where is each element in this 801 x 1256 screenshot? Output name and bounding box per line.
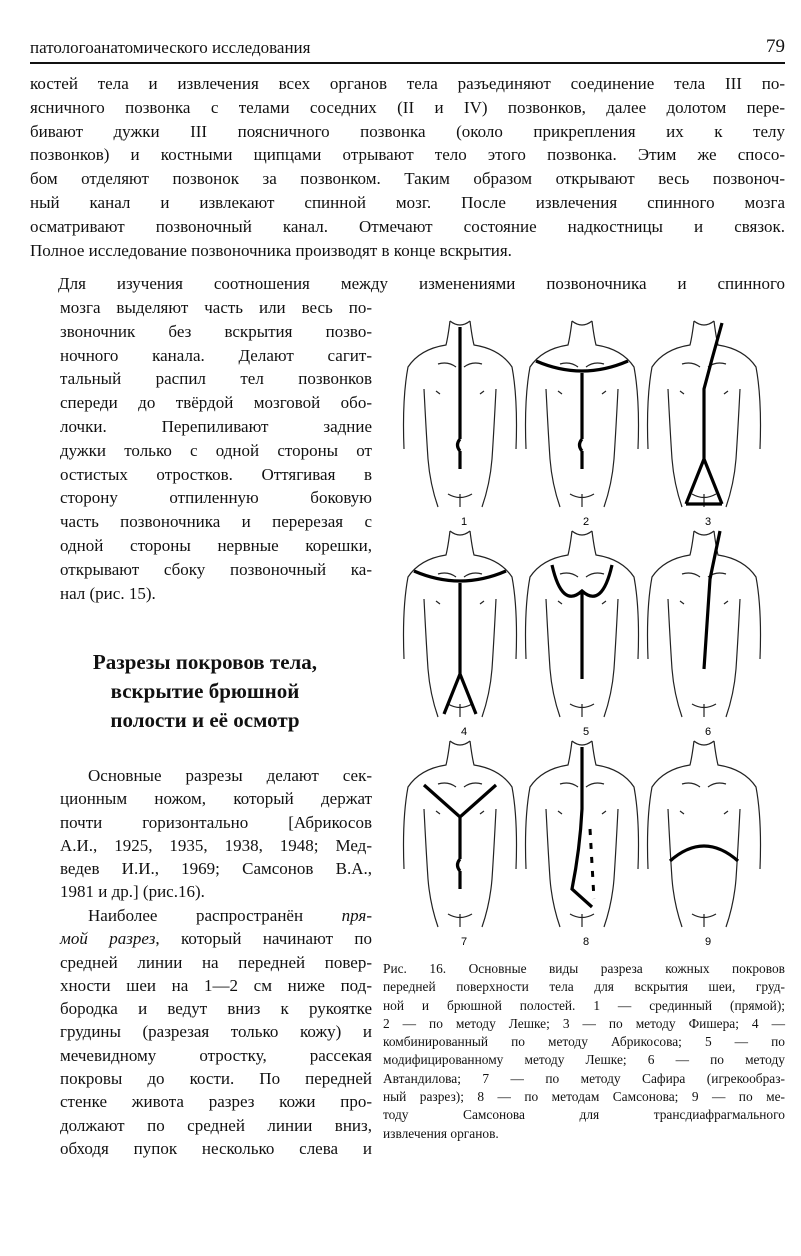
torso-diagram-4 xyxy=(404,531,517,738)
torso-diagram-5 xyxy=(526,531,639,738)
text-line: звоночник без вскрытия позво- xyxy=(60,321,372,341)
paragraph-2-first-line xyxy=(30,272,785,296)
figure-label: 7 xyxy=(460,936,468,948)
header-rule xyxy=(30,62,785,64)
figure-label: 1 xyxy=(460,516,468,528)
paragraph-1 xyxy=(30,72,785,262)
torso-diagram-2 xyxy=(526,321,639,528)
text-line: осматривают позвоночный канал. Отмечают состояние надкостницы и связок. xyxy=(30,216,785,236)
torso-diagram-8 xyxy=(526,741,639,948)
text-line: тоду Самсонова для трансдиафрагмального xyxy=(383,1107,785,1123)
text-line: ночного канала. Делают сагит- xyxy=(60,345,372,365)
text-line xyxy=(60,904,372,927)
dashed-incision-line xyxy=(590,829,594,899)
text-segment: хности шеи на 1—2 см ниже под- xyxy=(60,975,372,995)
text-line: Основные разрезы делают сек- xyxy=(88,766,372,785)
text-line: бом отделяют позвонок за позвонком. Таким образом открывают весь позвоноч- xyxy=(30,169,785,189)
text-line: открывают сбоку позвоночный ка- xyxy=(60,559,372,579)
paragraph-3 xyxy=(60,764,372,904)
text-line: одной стороны нервные корешки, xyxy=(60,535,372,555)
text-line: Для изучения соотношения между изменениями позвоночника и спинного xyxy=(58,274,785,293)
torso-diagram-9 xyxy=(648,741,761,948)
text-line xyxy=(60,1114,372,1137)
text-line: 2 — по методу Лешке; 3 — по методу Фишера; 4 — xyxy=(383,1015,785,1031)
torso-diagram-6 xyxy=(648,531,761,738)
text-line xyxy=(60,927,372,950)
incision-line xyxy=(572,747,592,907)
incision-line xyxy=(458,327,461,469)
text-line: Рис. 16. Основные виды разреза кожных покровов xyxy=(383,961,785,976)
text-line: 1981 и др.] (рис.16). xyxy=(60,882,205,902)
text-line xyxy=(60,1044,372,1067)
text-line xyxy=(60,974,372,997)
text-segment: обходя пупок несколько слева и xyxy=(60,1138,372,1158)
figure-label: 9 xyxy=(704,936,712,948)
text-segment: , который начинают по xyxy=(155,929,373,949)
text-segment: средней линии на передней повер- xyxy=(60,952,372,972)
torso-diagram-1 xyxy=(404,321,517,528)
text-segment: должают по средней линии вниз, xyxy=(60,1115,372,1135)
torso-outline xyxy=(648,531,761,717)
text-line: позвонков) и костными щипцами отрывают тело этого позвонка. Этим же спосо- xyxy=(30,145,785,165)
figure-label: 3 xyxy=(704,516,712,528)
text-line: комбинированный по методу Абрикосова; 5 — по xyxy=(383,1034,785,1050)
text-line: ной и брюшной полостей. 1 — срединный (прямой); xyxy=(383,997,785,1013)
section-heading-line: полости и её осмотр xyxy=(110,708,300,732)
text-line xyxy=(60,1067,372,1090)
text-line: Полное исследование позвоночника производят в конце вскрытия. xyxy=(30,240,512,260)
text-line xyxy=(60,997,372,1020)
text-line: остистых отростков. Оттягивая в xyxy=(60,464,372,484)
text-line: нал (рис. 15). xyxy=(60,583,156,603)
figure-caption xyxy=(383,960,785,1143)
paragraph-2 xyxy=(60,296,372,605)
text-line: спереди до твёрдой мозговой обо- xyxy=(60,393,372,413)
torso-diagram-3 xyxy=(648,321,761,528)
torso-diagram-7 xyxy=(404,741,517,948)
text-line: ный разрез); 8 — по методам Самсонова; 9 — по ме- xyxy=(383,1089,785,1105)
text-segment: Наиболее распространён xyxy=(88,906,342,925)
incision-line xyxy=(686,323,722,504)
text-line: ный канал и извлекают спинной мозг. После извлечения спинного мозга xyxy=(30,192,785,212)
text-segment: грудины (разрезая только кожу) и xyxy=(60,1022,372,1042)
incision-line xyxy=(424,785,496,889)
text-line xyxy=(60,1020,372,1043)
text-line: извлечения органов. xyxy=(383,1125,499,1141)
text-line xyxy=(60,1137,372,1160)
text-line: Автандилова; 7 — по методу Сафира (игрекообраз- xyxy=(383,1070,785,1086)
torso-outline xyxy=(648,741,761,927)
text-line xyxy=(60,1090,372,1113)
text-line: ционным ножом, который держат xyxy=(60,789,372,809)
section-heading-line: Разрезы покровов тела, xyxy=(92,650,318,674)
text-segment: стенке живота разрез кожи про- xyxy=(60,1092,372,1112)
text-line: дужки только с одной стороны от xyxy=(60,440,372,460)
paragraph-4 xyxy=(60,904,372,1160)
figure-label: 5 xyxy=(582,726,590,738)
text-line: ясничного позвонка с телами соседних (II и IV) позвонков, далее долотом пере- xyxy=(30,97,785,117)
text-line: костей тела и извлечения всех органов тела разъединяют соединение тела III по- xyxy=(30,74,785,93)
text-line: А.И., 1925, 1935, 1938, 1948; Мед- xyxy=(60,835,372,855)
incision-line xyxy=(414,571,506,714)
text-line: часть позвоночника и перерезая с xyxy=(60,512,372,532)
text-line: передней поверхности тела для вскрытия шеи, груд- xyxy=(383,979,785,995)
page-number: 79 xyxy=(766,36,785,57)
italic-term: мой разрез xyxy=(60,929,156,949)
running-header-title: патологоанатомического исследования xyxy=(30,38,311,57)
text-line: лочки. Перепиливают задние xyxy=(60,416,372,436)
incision-line xyxy=(552,565,612,679)
text-line: почти горизонтально [Абрикосов xyxy=(60,812,372,832)
incision-diagrams-figure xyxy=(390,315,790,948)
text-line xyxy=(60,951,372,974)
text-line: мозга выделяют часть или весь по- xyxy=(60,298,372,317)
italic-term: пря- xyxy=(341,906,372,925)
text-segment: мечевидному отростку, рассекая xyxy=(60,1045,372,1065)
figure-label: 4 xyxy=(460,726,468,738)
text-line: модифицированному методу Лешке; 6 — по методу xyxy=(383,1052,785,1068)
incision-line xyxy=(670,846,738,861)
section-heading-line: вскрытие брюшной xyxy=(110,679,300,703)
text-line: бивают дужки III поясничного позвонка (около прикрепления их к телу xyxy=(30,121,785,141)
section-heading xyxy=(60,648,350,735)
text-segment: бородка и ведут вниз к рукоятке xyxy=(60,999,372,1019)
text-line: сторону отпиленную боковую xyxy=(60,488,372,508)
text-line: ведев И.И., 1969; Самсонов В.А., xyxy=(60,859,372,879)
figure-label: 2 xyxy=(582,516,590,528)
text-segment: покровы до кости. По передней xyxy=(60,1069,372,1089)
text-line: тальный распил тел позвонков xyxy=(60,369,372,389)
figure-label: 8 xyxy=(582,936,590,948)
figure-label: 6 xyxy=(704,726,712,738)
